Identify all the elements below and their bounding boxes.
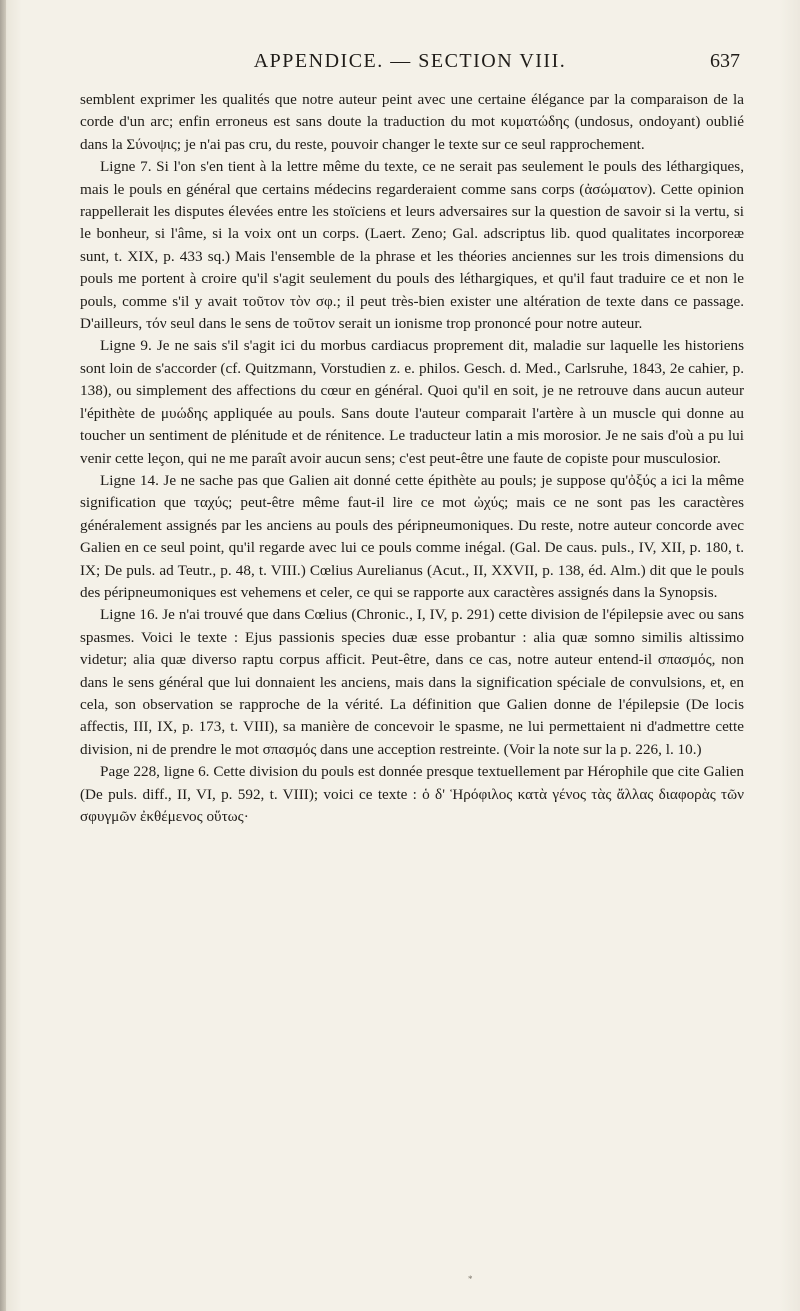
- paragraph-page-228: Page 228, ligne 6. Cette division du pouls est donnée presque textuellement par Hérophile que cite Galien (De puls. diff., II, VI, p. 592, t. VIII); voici ce texte : ὁ δ' Ἡρόφιλος κατὰ γένος τὰς ἄλλας διαφορὰς τῶν σφυγμῶν ἐκθέμενος οὕτως·: [80, 763, 744, 825]
- footer-mark: *: [468, 1274, 473, 1284]
- running-title: APPENDICE. — SECTION VIII.: [253, 50, 567, 72]
- page-number: 637: [710, 50, 740, 72]
- paragraph-continuation: semblent exprimer les qualités que notre auteur peint avec une certaine élégance par la comparaison de la corde d'un arc; enfin erroneus est sans doute la traduction du mot κυματώδης (undosus, ondoyant) oublié dans la Σύνοψις; je n'ai pas cru, du reste, pouvoir changer le texte sur ce seul rapprochement.: [80, 91, 744, 153]
- paragraph-ligne-7: Ligne 7. Si l'on s'en tient à la lettre même du texte, ce ne serait pas seulement le pouls des léthargiques, mais le pouls en général que certains médecins regarderaient comme sans corps (ἀσώματον). Cette opinion rappellerait les disputes élevées entre les stoïciens et leurs adversaires sur la question de savoir si la vertu, si le bonheur, si l'âme, si la voix ont un corps. (Laert. Zeno; Gal. adscriptus lib. quod qualitates incorporeæ sunt, t. XIX, p. 433 sq.) Mais l'ensemble de la phrase et les théories anciennes sur les trois dimensions du pouls me portent à croire qu'il s'agit seulement du pouls des léthargiques, et qu'il faut traduire ce et non le pouls, comme s'il y avait τοῦτον τὸν σφ.; il peut très-bien exister une altération de texte dans ce passage. D'ailleurs, τόν seul dans le sens de τοῦτον serait un ionisme trop prononcé pour notre auteur.: [80, 158, 744, 333]
- paragraph-ligne-14: Ligne 14. Je ne sache pas que Galien ait donné cette épithète au pouls; je suppose qu'ὀξύς a ici la même signification que ταχύς; peut-être même faut-il lire ce mot ὠχύς; mais ce ne sont pas les caractères généralement assignés par les anciens au pouls des péripneumoniques. Du reste, notre auteur concorde avec Galien en ce seul point, qu'il regarde avec lui ce pouls comme inégal. (Gal. De caus. puls., IV, XII, p. 180, t. IX; De puls. ad Teutr., p. 48, t. VIII.) Cœlius Aurelianus (Acut., II, XXVII, p. 138, éd. Alm.) dit que le pouls des péripneumoniques est vehemens et celer, ce qui se rapporte aux caractères assignés dans la Synopsis.: [80, 471, 744, 601]
- body-text: [80, 89, 744, 828]
- paragraph-ligne-16: Ligne 16. Je n'ai trouvé que dans Cœlius (Chronic., I, IV, p. 291) cette division de l'épilepsie avec ou sans spasmes. Voici le texte : Ejus passionis species duæ esse probantur : alia quæ somno similis altissimo videtur; alia quæ diverso raptu corpus afficit. Peut-être, dans ce cas, notre auteur entend-il σπασμός, non dans le sens général que lui donnaient les anciens, mais dans la signification spéciale de convulsions, et, en cela, son observation se rapproche de la vérité. La définition que Galien donne de l'épilepsie (De locis affectis, III, IX, p. 173, t. VIII), sa manière de concevoir le spasme, ne lui permettaient ni d'admettre cette division, ni de prendre le mot σπασμός dans une acception restreinte. (Voir la note sur la p. 226, l. 10.): [80, 606, 744, 758]
- page-header: [80, 50, 740, 76]
- page-spine-shadow: [0, 0, 6, 1311]
- paragraph-ligne-9: Ligne 9. Je ne sais s'il s'agit ici du morbus cardiacus proprement dit, maladie sur laquelle les historiens sont loin de s'accorder (cf. Quitzmann, Vorstudien z. e. philos. Gesch. d. Med., Carlsruhe, 1843, 2e cahier, p. 138), ou simplement des affections du cœur en général. Quoi qu'il en soit, je ne retrouve dans aucun auteur l'épithète de μυώδης appliquée au pouls. Sans doute l'auteur comparait l'artère à un muscle qui donne au toucher un sentiment de plénitude et de rénitence. Le traducteur latin a mis morosior. Je ne sais d'où a pu lui venir cette leçon, qui ne me paraît avoir aucun sens; c'est peut-être une faute de copiste pour musculosior.: [80, 337, 744, 467]
